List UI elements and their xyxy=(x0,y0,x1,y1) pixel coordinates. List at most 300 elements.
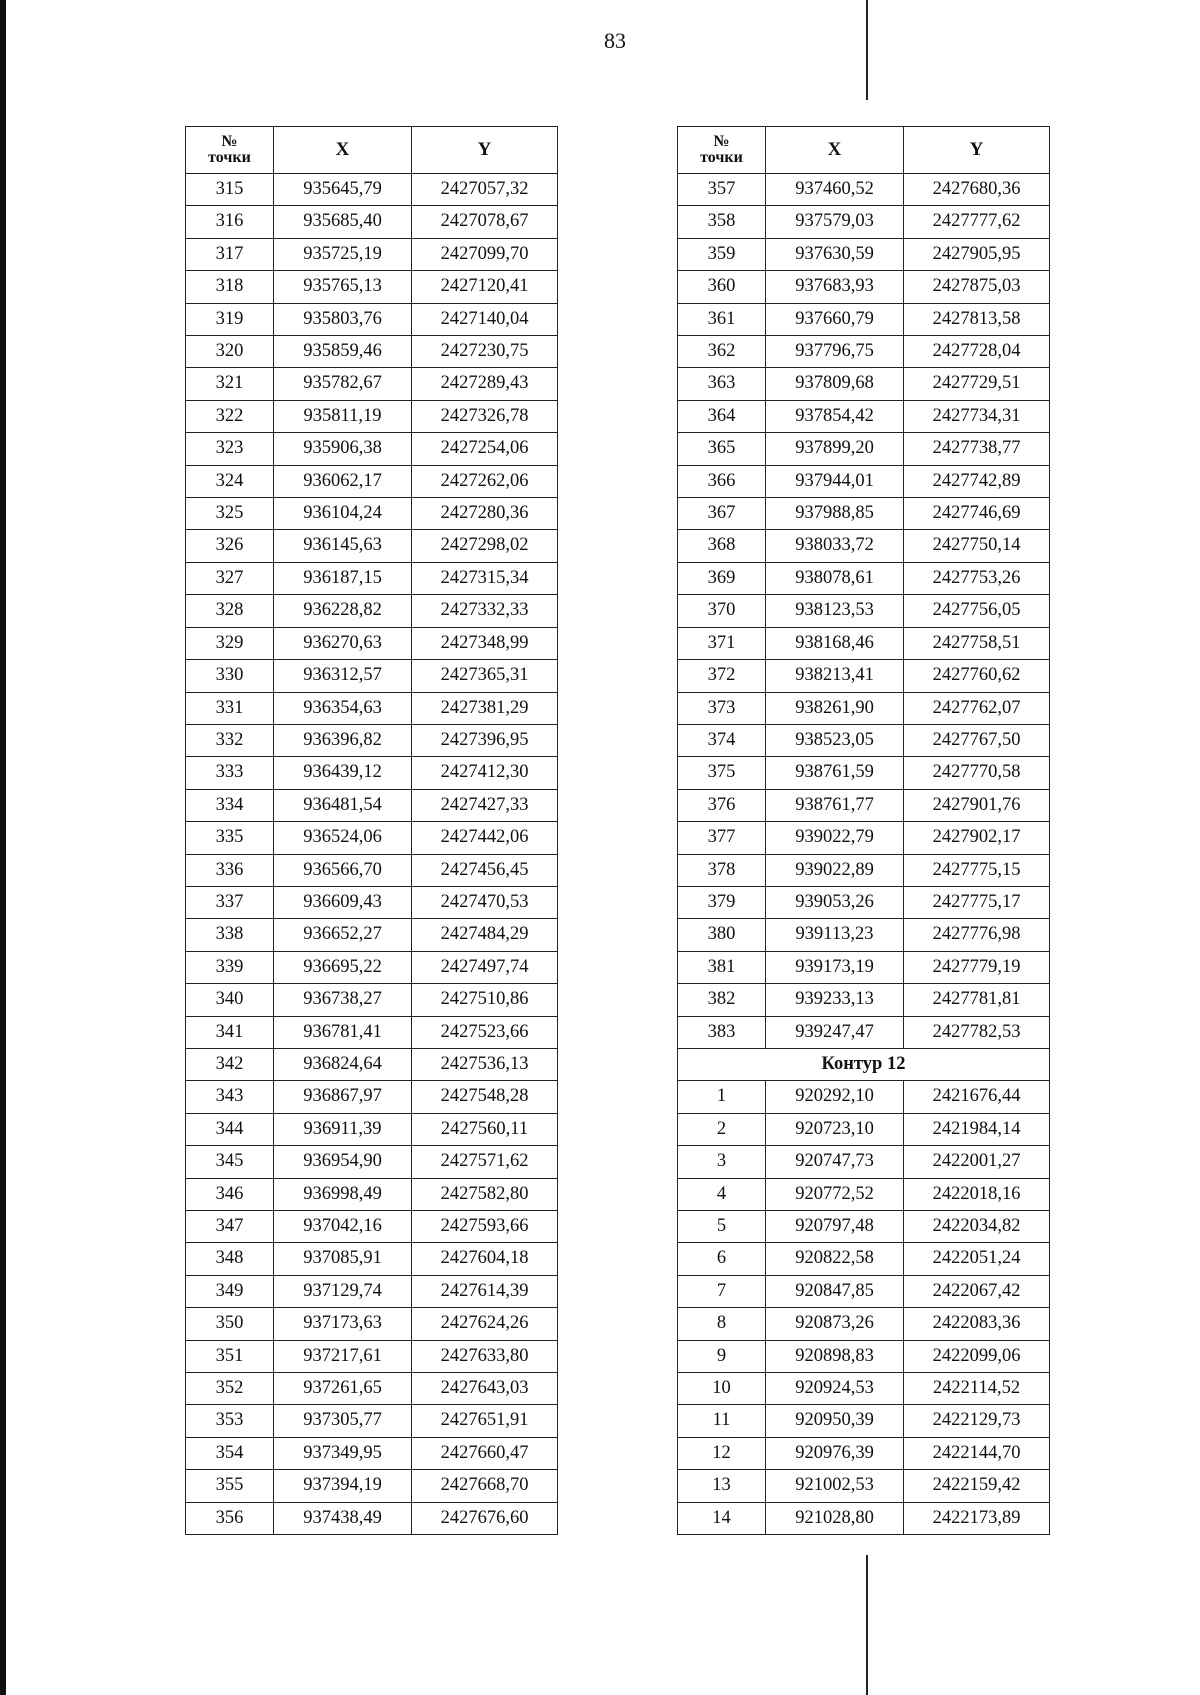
point-number-cell: 315 xyxy=(186,174,274,206)
table-row xyxy=(186,1113,558,1145)
point-number-cell: 361 xyxy=(678,303,766,335)
y-coordinate-cell: 2427571,62 xyxy=(412,1146,558,1178)
y-coordinate-cell: 2427770,58 xyxy=(904,757,1050,789)
table-row xyxy=(678,1373,1050,1405)
table-header-row xyxy=(186,127,558,174)
y-coordinate-cell: 2427593,66 xyxy=(412,1211,558,1243)
x-coordinate-cell: 920292,10 xyxy=(766,1081,904,1113)
table-row xyxy=(186,692,558,724)
coordinates-table-right xyxy=(677,126,1050,1535)
y-coordinate-cell: 2422018,16 xyxy=(904,1178,1050,1210)
x-coordinate-cell: 935725,19 xyxy=(274,238,412,270)
table-row xyxy=(186,400,558,432)
point-number-cell: 12 xyxy=(678,1437,766,1469)
y-coordinate-cell: 2427624,26 xyxy=(412,1308,558,1340)
point-number-cell: 358 xyxy=(678,206,766,238)
point-number-cell: 341 xyxy=(186,1016,274,1048)
x-coordinate-cell: 936187,15 xyxy=(274,562,412,594)
point-number-cell: 374 xyxy=(678,724,766,756)
x-coordinate-cell: 937085,91 xyxy=(274,1243,412,1275)
point-number-cell: 365 xyxy=(678,433,766,465)
table-row xyxy=(678,1437,1050,1469)
x-coordinate-cell: 937394,19 xyxy=(274,1470,412,1502)
y-coordinate-cell: 2427651,91 xyxy=(412,1405,558,1437)
y-coordinate-cell: 2427775,17 xyxy=(904,886,1050,918)
table-row xyxy=(678,660,1050,692)
y-coordinate-cell: 2427668,70 xyxy=(412,1470,558,1502)
point-number-cell: 346 xyxy=(186,1178,274,1210)
table-row xyxy=(678,1146,1050,1178)
page-number: 83 xyxy=(604,28,626,53)
table-row xyxy=(186,1243,558,1275)
table-row xyxy=(186,886,558,918)
y-coordinate-cell: 2427756,05 xyxy=(904,595,1050,627)
table-row xyxy=(678,757,1050,789)
left-table-body xyxy=(186,174,558,1535)
point-number-cell: 7 xyxy=(678,1275,766,1307)
y-coordinate-cell: 2427523,66 xyxy=(412,1016,558,1048)
point-number-cell: 371 xyxy=(678,627,766,659)
x-coordinate-cell: 937438,49 xyxy=(274,1502,412,1534)
point-number-cell: 3 xyxy=(678,1146,766,1178)
x-coordinate-cell: 937899,20 xyxy=(766,433,904,465)
table-row xyxy=(186,1081,558,1113)
point-number-cell: 352 xyxy=(186,1373,274,1405)
y-coordinate-cell: 2427497,74 xyxy=(412,951,558,983)
table-row xyxy=(678,1081,1050,1113)
point-number-cell: 11 xyxy=(678,1405,766,1437)
point-number-cell: 10 xyxy=(678,1373,766,1405)
y-coordinate-cell: 2427548,28 xyxy=(412,1081,558,1113)
y-coordinate-cell: 2427582,80 xyxy=(412,1178,558,1210)
x-coordinate-cell: 920976,39 xyxy=(766,1437,904,1469)
point-number-cell: 316 xyxy=(186,206,274,238)
point-number-cell: 343 xyxy=(186,1081,274,1113)
x-coordinate-cell: 937660,79 xyxy=(766,303,904,335)
y-coordinate-cell: 2421984,14 xyxy=(904,1113,1050,1145)
y-coordinate-cell: 2427365,31 xyxy=(412,660,558,692)
y-coordinate-cell: 2422067,42 xyxy=(904,1275,1050,1307)
x-coordinate-cell: 936824,64 xyxy=(274,1048,412,1080)
table-row xyxy=(678,1016,1050,1048)
table-row xyxy=(678,400,1050,432)
y-coordinate-cell: 2422099,06 xyxy=(904,1340,1050,1372)
x-coordinate-cell: 937349,95 xyxy=(274,1437,412,1469)
y-coordinate-cell: 2427901,76 xyxy=(904,789,1050,821)
y-coordinate-cell: 2427781,81 xyxy=(904,984,1050,1016)
x-coordinate-cell: 937988,85 xyxy=(766,498,904,530)
x-coordinate-cell: 937809,68 xyxy=(766,368,904,400)
y-coordinate-cell: 2427262,06 xyxy=(412,465,558,497)
table-row xyxy=(186,1437,558,1469)
x-coordinate-cell: 920822,58 xyxy=(766,1243,904,1275)
table-row xyxy=(678,1340,1050,1372)
x-coordinate-cell: 920898,83 xyxy=(766,1340,904,1372)
point-label: точки xyxy=(700,149,743,166)
y-coordinate-cell: 2427099,70 xyxy=(412,238,558,270)
x-coordinate-cell: 939247,47 xyxy=(766,1016,904,1048)
x-coordinate-cell: 938033,72 xyxy=(766,530,904,562)
contour-section xyxy=(678,1048,1050,1080)
point-number-cell: 325 xyxy=(186,498,274,530)
x-coordinate-cell: 920950,39 xyxy=(766,1405,904,1437)
point-number-cell: 381 xyxy=(678,951,766,983)
point-number-cell: 378 xyxy=(678,854,766,886)
y-coordinate-cell: 2427777,62 xyxy=(904,206,1050,238)
y-coordinate-cell: 2427676,60 xyxy=(412,1502,558,1534)
y-coordinate-cell: 2427280,36 xyxy=(412,498,558,530)
point-number-cell: 363 xyxy=(678,368,766,400)
table-row xyxy=(186,271,558,303)
x-coordinate-cell: 936781,41 xyxy=(274,1016,412,1048)
x-coordinate-cell: 938761,77 xyxy=(766,789,904,821)
x-header: X xyxy=(274,127,412,174)
point-number-cell: 351 xyxy=(186,1340,274,1372)
table-row xyxy=(678,692,1050,724)
point-label: точки xyxy=(208,149,251,166)
y-coordinate-cell: 2427396,95 xyxy=(412,724,558,756)
table-row xyxy=(678,465,1050,497)
y-coordinate-cell: 2422173,89 xyxy=(904,1502,1050,1534)
point-number-cell: 359 xyxy=(678,238,766,270)
point-number-cell: 368 xyxy=(678,530,766,562)
x-coordinate-cell: 938168,46 xyxy=(766,627,904,659)
y-coordinate-cell: 2427738,77 xyxy=(904,433,1050,465)
table-row xyxy=(186,206,558,238)
y-coordinate-cell: 2427412,30 xyxy=(412,757,558,789)
table-row xyxy=(186,1211,558,1243)
point-number-cell: 372 xyxy=(678,660,766,692)
point-number-cell: 320 xyxy=(186,336,274,368)
y-coordinate-cell: 2427427,33 xyxy=(412,789,558,821)
x-coordinate-cell: 937042,16 xyxy=(274,1211,412,1243)
table-row xyxy=(678,433,1050,465)
x-coordinate-cell: 939053,26 xyxy=(766,886,904,918)
point-number-cell: 318 xyxy=(186,271,274,303)
table-row xyxy=(186,951,558,983)
point-number-cell: 364 xyxy=(678,400,766,432)
right-table-body-after xyxy=(678,1081,1050,1535)
x-coordinate-cell: 936062,17 xyxy=(274,465,412,497)
y-coordinate-cell: 2427470,53 xyxy=(412,886,558,918)
y-header: Y xyxy=(412,127,558,174)
x-coordinate-cell: 935811,19 xyxy=(274,400,412,432)
x-coordinate-cell: 920873,26 xyxy=(766,1308,904,1340)
y-coordinate-cell: 2427762,07 xyxy=(904,692,1050,724)
x-coordinate-cell: 936998,49 xyxy=(274,1178,412,1210)
y-coordinate-cell: 2427660,47 xyxy=(412,1437,558,1469)
y-coordinate-cell: 2427381,29 xyxy=(412,692,558,724)
point-number-cell: 345 xyxy=(186,1146,274,1178)
point-number-cell: 9 xyxy=(678,1340,766,1372)
x-coordinate-cell: 937460,52 xyxy=(766,174,904,206)
table-row xyxy=(186,1048,558,1080)
x-coordinate-cell: 938523,05 xyxy=(766,724,904,756)
y-coordinate-cell: 2427750,14 xyxy=(904,530,1050,562)
point-number-cell: 323 xyxy=(186,433,274,465)
table-header-row xyxy=(678,127,1050,174)
point-number-cell: 324 xyxy=(186,465,274,497)
point-number-cell: 336 xyxy=(186,854,274,886)
point-number-cell: 382 xyxy=(678,984,766,1016)
point-number-cell: 344 xyxy=(186,1113,274,1145)
x-coordinate-cell: 935765,13 xyxy=(274,271,412,303)
point-number-cell: 329 xyxy=(186,627,274,659)
point-number-cell: 327 xyxy=(186,562,274,594)
y-coordinate-cell: 2427348,99 xyxy=(412,627,558,659)
table-row xyxy=(678,984,1050,1016)
x-coordinate-cell: 936954,90 xyxy=(274,1146,412,1178)
y-coordinate-cell: 2427729,51 xyxy=(904,368,1050,400)
table-row xyxy=(186,757,558,789)
point-number-cell: 360 xyxy=(678,271,766,303)
table-row xyxy=(678,919,1050,951)
point-number-cell: 333 xyxy=(186,757,274,789)
x-coordinate-cell: 935859,46 xyxy=(274,336,412,368)
table-row xyxy=(678,1211,1050,1243)
y-coordinate-cell: 2427315,34 xyxy=(412,562,558,594)
table-row xyxy=(186,1275,558,1307)
table-row xyxy=(678,271,1050,303)
y-coordinate-cell: 2422034,82 xyxy=(904,1211,1050,1243)
table-row xyxy=(186,595,558,627)
table-row xyxy=(186,174,558,206)
table-row xyxy=(186,1470,558,1502)
y-coordinate-cell: 2427753,26 xyxy=(904,562,1050,594)
y-coordinate-cell: 2427875,03 xyxy=(904,271,1050,303)
table-row xyxy=(186,1146,558,1178)
point-number-cell: 332 xyxy=(186,724,274,756)
x-coordinate-cell: 939022,79 xyxy=(766,822,904,854)
table-row xyxy=(678,336,1050,368)
table-row xyxy=(186,303,558,335)
point-number-cell: 342 xyxy=(186,1048,274,1080)
x-coordinate-cell: 938078,61 xyxy=(766,562,904,594)
table-row xyxy=(678,530,1050,562)
table-row xyxy=(678,627,1050,659)
x-coordinate-cell: 936104,24 xyxy=(274,498,412,530)
point-number-cell: 6 xyxy=(678,1243,766,1275)
y-coordinate-cell: 2427746,69 xyxy=(904,498,1050,530)
table-row xyxy=(678,822,1050,854)
point-number-cell: 357 xyxy=(678,174,766,206)
y-coordinate-cell: 2427776,98 xyxy=(904,919,1050,951)
point-number-cell: 338 xyxy=(186,919,274,951)
point-number-cell: 319 xyxy=(186,303,274,335)
point-number-cell: 326 xyxy=(186,530,274,562)
x-coordinate-cell: 938213,41 xyxy=(766,660,904,692)
y-coordinate-cell: 2427643,03 xyxy=(412,1373,558,1405)
x-coordinate-cell: 936566,70 xyxy=(274,854,412,886)
x-coordinate-cell: 937129,74 xyxy=(274,1275,412,1307)
point-number-cell: 337 xyxy=(186,886,274,918)
table-row xyxy=(678,1502,1050,1534)
y-coordinate-cell: 2427813,58 xyxy=(904,303,1050,335)
point-number-cell: 328 xyxy=(186,595,274,627)
x-coordinate-cell: 938123,53 xyxy=(766,595,904,627)
x-coordinate-cell: 937217,61 xyxy=(274,1340,412,1372)
x-coordinate-cell: 937261,65 xyxy=(274,1373,412,1405)
x-coordinate-cell: 920723,10 xyxy=(766,1113,904,1145)
y-coordinate-cell: 2427734,31 xyxy=(904,400,1050,432)
y-coordinate-cell: 2427456,45 xyxy=(412,854,558,886)
coordinates-table-left xyxy=(185,126,558,1535)
y-coordinate-cell: 2422001,27 xyxy=(904,1146,1050,1178)
point-number-cell: 340 xyxy=(186,984,274,1016)
right-table-body-before xyxy=(678,174,1050,1049)
y-coordinate-cell: 2427326,78 xyxy=(412,400,558,432)
number-sign: № xyxy=(713,133,730,150)
x-coordinate-cell: 939233,13 xyxy=(766,984,904,1016)
point-number-cell: 8 xyxy=(678,1308,766,1340)
table-row xyxy=(186,1502,558,1534)
point-number-cell: 331 xyxy=(186,692,274,724)
x-coordinate-cell: 936867,97 xyxy=(274,1081,412,1113)
binder-line-top xyxy=(866,0,868,100)
y-coordinate-cell: 2427078,67 xyxy=(412,206,558,238)
x-coordinate-cell: 937579,03 xyxy=(766,206,904,238)
y-coordinate-cell: 2427779,19 xyxy=(904,951,1050,983)
x-coordinate-cell: 920772,52 xyxy=(766,1178,904,1210)
y-coordinate-cell: 2427782,53 xyxy=(904,1016,1050,1048)
table-row xyxy=(186,984,558,1016)
point-number-cell: 377 xyxy=(678,822,766,854)
x-coordinate-cell: 936145,63 xyxy=(274,530,412,562)
y-coordinate-cell: 2427298,02 xyxy=(412,530,558,562)
y-coordinate-cell: 2422114,52 xyxy=(904,1373,1050,1405)
table-row xyxy=(678,1275,1050,1307)
x-coordinate-cell: 920847,85 xyxy=(766,1275,904,1307)
x-coordinate-cell: 937173,63 xyxy=(274,1308,412,1340)
y-coordinate-cell: 2427442,06 xyxy=(412,822,558,854)
x-coordinate-cell: 939173,19 xyxy=(766,951,904,983)
x-coordinate-cell: 936396,82 xyxy=(274,724,412,756)
table-row xyxy=(678,951,1050,983)
y-coordinate-cell: 2427484,29 xyxy=(412,919,558,951)
table-row xyxy=(678,368,1050,400)
table-row xyxy=(186,530,558,562)
x-coordinate-cell: 936911,39 xyxy=(274,1113,412,1145)
table-row xyxy=(186,465,558,497)
table-row xyxy=(186,368,558,400)
y-coordinate-cell: 2427760,62 xyxy=(904,660,1050,692)
binder-line-bottom xyxy=(866,1555,868,1695)
x-coordinate-cell: 937630,59 xyxy=(766,238,904,270)
table-row xyxy=(678,1178,1050,1210)
table-row xyxy=(186,336,558,368)
point-number-cell: 354 xyxy=(186,1437,274,1469)
x-header: X xyxy=(766,127,904,174)
point-number-cell: 367 xyxy=(678,498,766,530)
point-number-cell: 348 xyxy=(186,1243,274,1275)
table-row xyxy=(186,822,558,854)
x-coordinate-cell: 935645,79 xyxy=(274,174,412,206)
x-coordinate-cell: 935906,38 xyxy=(274,433,412,465)
y-coordinate-cell: 2427633,80 xyxy=(412,1340,558,1372)
y-coordinate-cell: 2427742,89 xyxy=(904,465,1050,497)
y-coordinate-cell: 2421676,44 xyxy=(904,1081,1050,1113)
point-number-cell: 373 xyxy=(678,692,766,724)
x-coordinate-cell: 935782,67 xyxy=(274,368,412,400)
table-row xyxy=(186,1308,558,1340)
point-number-cell: 362 xyxy=(678,336,766,368)
y-coordinate-cell: 2427120,41 xyxy=(412,271,558,303)
x-coordinate-cell: 937683,93 xyxy=(766,271,904,303)
table-row xyxy=(678,789,1050,821)
x-coordinate-cell: 936228,82 xyxy=(274,595,412,627)
number-sign: № xyxy=(221,133,238,150)
point-number-cell: 335 xyxy=(186,822,274,854)
x-coordinate-cell: 920797,48 xyxy=(766,1211,904,1243)
y-coordinate-cell: 2427902,17 xyxy=(904,822,1050,854)
point-number-header xyxy=(678,127,766,174)
point-number-cell: 2 xyxy=(678,1113,766,1145)
point-number-cell: 356 xyxy=(186,1502,274,1534)
point-number-cell: 13 xyxy=(678,1470,766,1502)
y-coordinate-cell: 2427775,15 xyxy=(904,854,1050,886)
table-row xyxy=(186,919,558,951)
x-coordinate-cell: 936652,27 xyxy=(274,919,412,951)
x-coordinate-cell: 936354,63 xyxy=(274,692,412,724)
point-number-cell: 349 xyxy=(186,1275,274,1307)
table-row xyxy=(186,562,558,594)
point-number-cell: 379 xyxy=(678,886,766,918)
point-number-cell: 369 xyxy=(678,562,766,594)
table-row xyxy=(186,1405,558,1437)
point-number-cell: 322 xyxy=(186,400,274,432)
table-row xyxy=(186,789,558,821)
x-coordinate-cell: 937305,77 xyxy=(274,1405,412,1437)
point-number-cell: 380 xyxy=(678,919,766,951)
point-number-cell: 370 xyxy=(678,595,766,627)
point-number-cell: 366 xyxy=(678,465,766,497)
x-coordinate-cell: 937796,75 xyxy=(766,336,904,368)
point-number-cell: 375 xyxy=(678,757,766,789)
table-row xyxy=(678,174,1050,206)
point-number-cell: 5 xyxy=(678,1211,766,1243)
table-row xyxy=(186,238,558,270)
table-row xyxy=(678,238,1050,270)
point-number-cell: 376 xyxy=(678,789,766,821)
table-row xyxy=(678,886,1050,918)
y-coordinate-cell: 2422083,36 xyxy=(904,1308,1050,1340)
contour-row xyxy=(678,1048,1050,1080)
y-coordinate-cell: 2427614,39 xyxy=(412,1275,558,1307)
point-number-cell: 4 xyxy=(678,1178,766,1210)
y-coordinate-cell: 2427680,36 xyxy=(904,174,1050,206)
y-coordinate-cell: 2427254,06 xyxy=(412,433,558,465)
x-coordinate-cell: 936738,27 xyxy=(274,984,412,1016)
y-coordinate-cell: 2427728,04 xyxy=(904,336,1050,368)
table-row xyxy=(678,1113,1050,1145)
x-coordinate-cell: 935803,76 xyxy=(274,303,412,335)
point-number-cell: 355 xyxy=(186,1470,274,1502)
table-row xyxy=(678,1308,1050,1340)
contour-label: Контур 12 xyxy=(678,1048,1050,1080)
table-row xyxy=(186,660,558,692)
table-row xyxy=(186,1178,558,1210)
table-row xyxy=(678,1405,1050,1437)
point-number-cell: 1 xyxy=(678,1081,766,1113)
y-coordinate-cell: 2427536,13 xyxy=(412,1048,558,1080)
point-number-cell: 14 xyxy=(678,1502,766,1534)
x-coordinate-cell: 936481,54 xyxy=(274,789,412,821)
y-coordinate-cell: 2427758,51 xyxy=(904,627,1050,659)
x-coordinate-cell: 937854,42 xyxy=(766,400,904,432)
point-number-cell: 350 xyxy=(186,1308,274,1340)
y-coordinate-cell: 2427140,04 xyxy=(412,303,558,335)
table-row xyxy=(678,206,1050,238)
